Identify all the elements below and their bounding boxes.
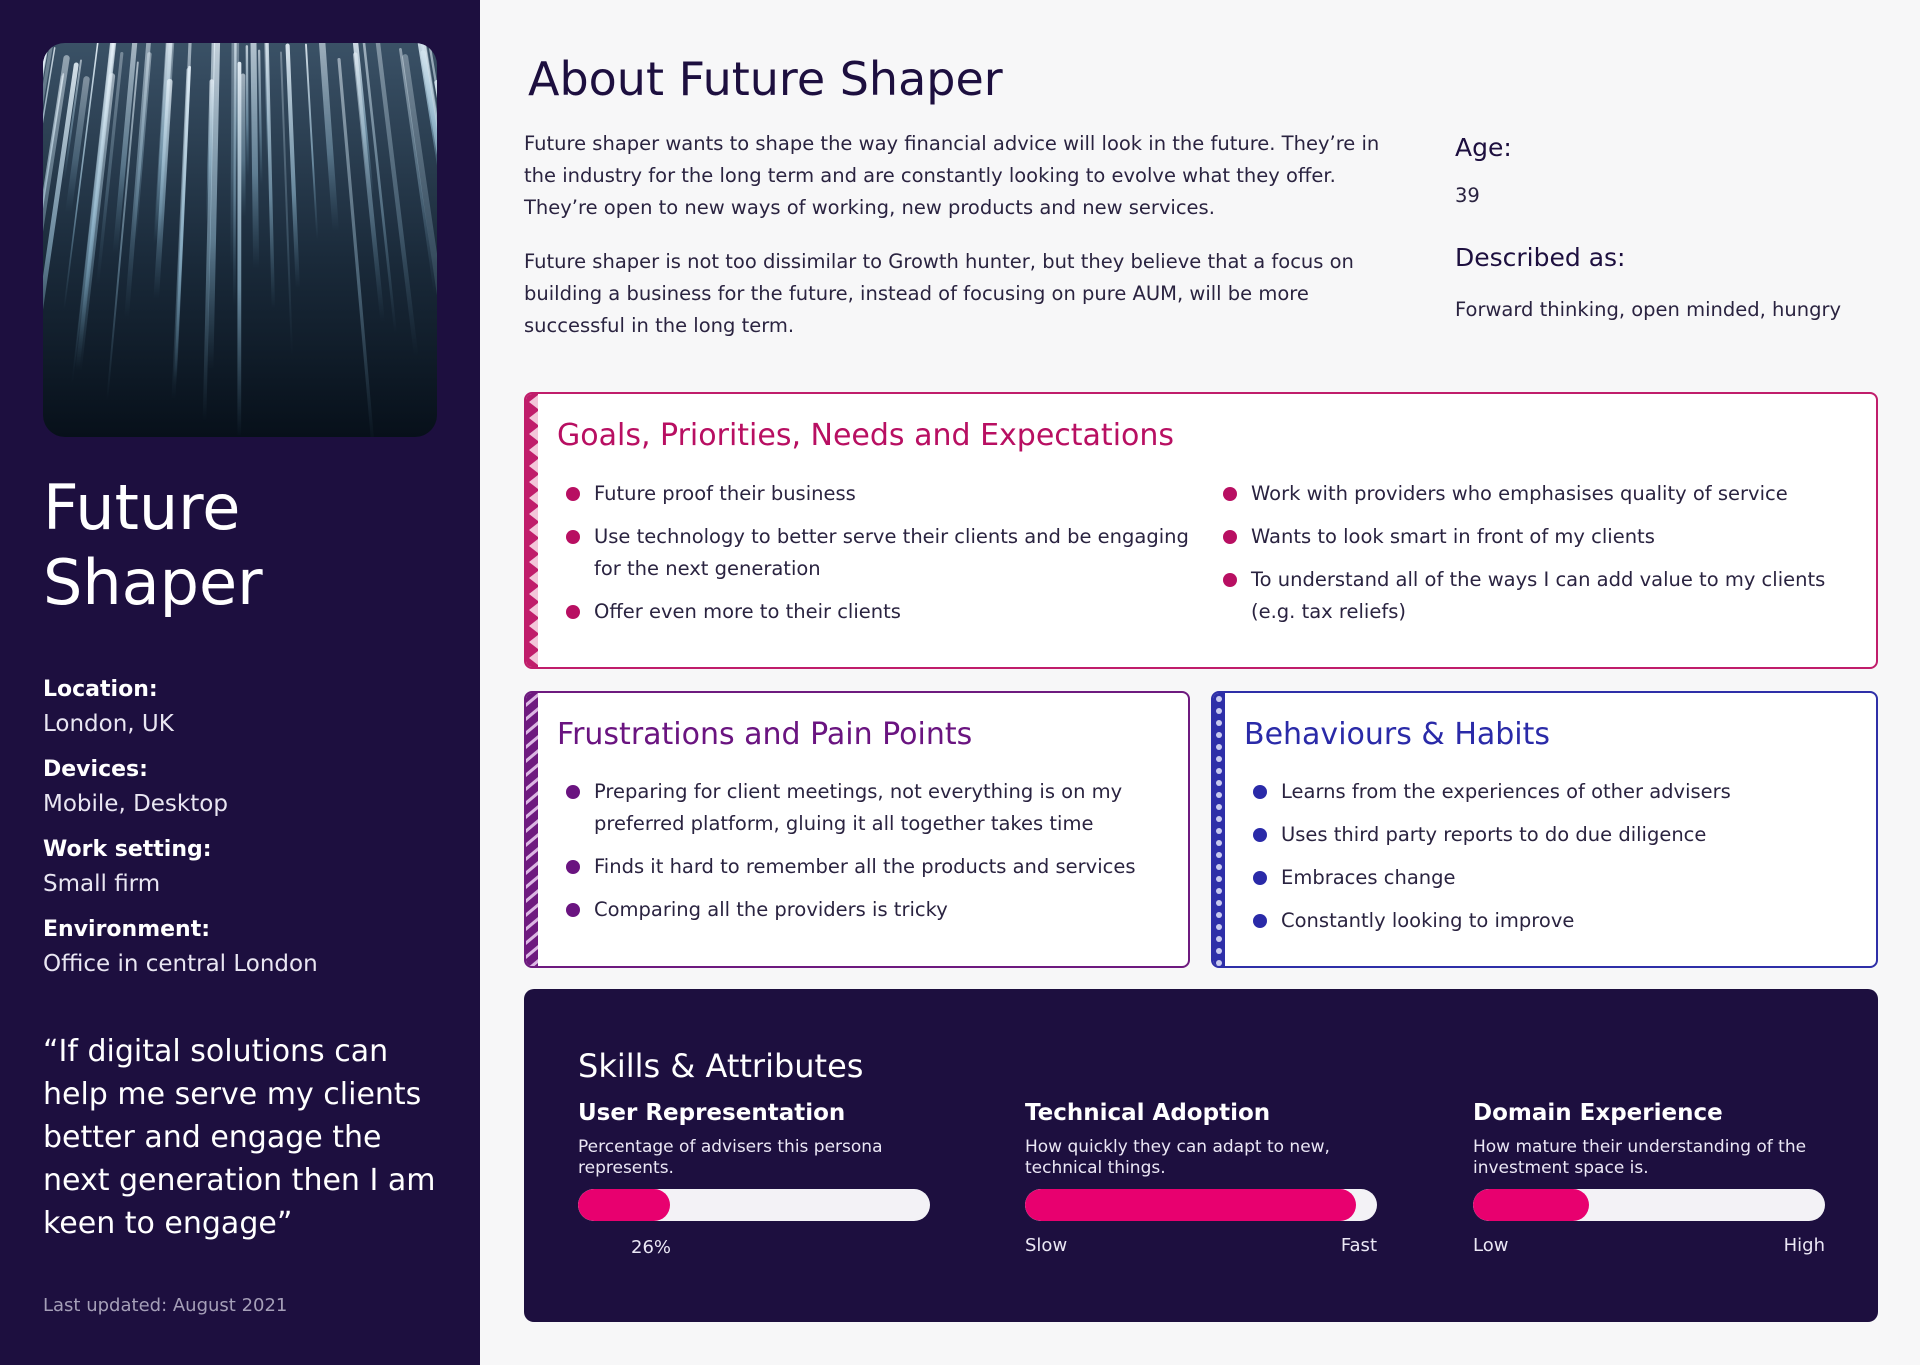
- fact-value: Small firm: [43, 871, 161, 897]
- skill-description: How quickly they can adapt to new, technical things.: [1025, 1137, 1330, 1178]
- frustrations-list: [566, 776, 1176, 937]
- skill-progress-fill: [1473, 1189, 1589, 1221]
- skill-technical-adoption: [1025, 1097, 1377, 1265]
- list-item: Work with providers who emphasises quality of service: [1223, 478, 1863, 510]
- goals-list-right: [1223, 478, 1863, 639]
- skill-progress-fill: [1025, 1189, 1356, 1221]
- age-label: Age:: [1455, 133, 1512, 162]
- bullet-icon: [566, 903, 580, 917]
- frustrations-card: [524, 691, 1190, 968]
- bullet-icon: [1223, 573, 1237, 587]
- scale-low-label: Low: [1473, 1235, 1509, 1256]
- light-streak: [233, 43, 234, 272]
- list-item: Use technology to better serve their clients and be engaging for the next generation: [566, 521, 1206, 585]
- fact-label: Devices:: [43, 757, 148, 782]
- list-item: Embraces change: [1253, 862, 1863, 894]
- list-item: Future proof their business: [566, 478, 1206, 510]
- bullet-icon: [1223, 487, 1237, 501]
- goals-card: [524, 392, 1878, 669]
- list-item: Wants to look smart in front of my clients: [1223, 521, 1863, 553]
- persona-hero-image: [43, 43, 437, 437]
- persona-sidebar: [0, 0, 480, 1365]
- skill-progress-bar: [578, 1189, 930, 1221]
- scale-low-label: Slow: [1025, 1235, 1068, 1256]
- zigzag-stripe-decoration: [526, 394, 538, 669]
- light-streaks-image: [43, 43, 437, 437]
- skill-user-representation: [578, 1097, 930, 1265]
- behaviours-title: Behaviours & Habits: [1244, 717, 1551, 752]
- list-item: To understand all of the ways I can add value to my clients (e.g. tax reliefs): [1223, 564, 1863, 628]
- list-item: Comparing all the providers is tricky: [566, 894, 1176, 926]
- bullet-icon: [566, 530, 580, 544]
- bullet-icon: [566, 487, 580, 501]
- skill-progress-fill: [578, 1189, 670, 1221]
- fact-value: London, UK: [43, 711, 174, 737]
- fact-work-setting: [43, 833, 443, 901]
- about-description: [524, 128, 1384, 364]
- persona-quote: “If digital solutions can help me serve my clients better and engage the next generation then I am keen to engage”: [43, 1034, 436, 1241]
- behaviours-list: [1253, 776, 1863, 948]
- about-paragraph: Future shaper wants to shape the way financial advice will look in the future. They’re in the industry for the long term and are constantly looking to evolve what they offer. They’re open to new ways of working, new products and new services.: [524, 132, 1380, 219]
- list-item: Preparing for client meetings, not everything is on my preferred platform, gluing it all together takes time: [566, 776, 1176, 840]
- light-streak: [253, 43, 256, 268]
- skill-domain-experience: [1473, 1097, 1825, 1265]
- described-value: Forward thinking, open minded, hungry: [1455, 298, 1842, 321]
- list-item: Offer even more to their clients: [566, 596, 1206, 628]
- skill-percent-label: 26%: [631, 1237, 672, 1258]
- list-item: Finds it hard to remember all the products and services: [566, 851, 1176, 883]
- fact-devices: [43, 753, 443, 821]
- diagonal-stripe-decoration: [526, 693, 538, 968]
- skill-description: Percentage of advisers this persona represents.: [578, 1137, 883, 1178]
- page-title: About Future Shaper: [528, 52, 1003, 106]
- dotted-stripe-decoration: [1213, 693, 1225, 968]
- scale-high-label: High: [1783, 1235, 1825, 1256]
- list-item: Constantly looking to improve: [1253, 905, 1863, 937]
- skill-scale: [1473, 1235, 1825, 1265]
- fact-label: Work setting:: [43, 837, 212, 862]
- fact-label: Environment:: [43, 917, 211, 942]
- scale-high-label: Fast: [1340, 1235, 1377, 1256]
- goals-title: Goals, Priorities, Needs and Expectations: [557, 418, 1175, 453]
- bullet-icon: [566, 605, 580, 619]
- bullet-icon: [1253, 785, 1267, 799]
- about-paragraph: Future shaper is not too dissimilar to Growth hunter, but they believe that a focus on building a business for the future, instead of focusing on pure AUM, will be more successful in the long term.: [524, 250, 1354, 337]
- frustrations-title: Frustrations and Pain Points: [557, 717, 973, 752]
- skill-scale: [578, 1235, 930, 1265]
- skill-name: Technical Adoption: [1025, 1100, 1271, 1126]
- behaviours-card: [1211, 691, 1878, 968]
- persona-name: Future Shaper: [43, 471, 263, 619]
- last-updated: Last updated: August 2021: [43, 1295, 288, 1316]
- list-item: Learns from the experiences of other advisers: [1253, 776, 1863, 808]
- skill-progress-bar: [1025, 1189, 1377, 1221]
- skills-panel: [524, 989, 1878, 1322]
- described-label: Described as:: [1455, 243, 1626, 272]
- bullet-icon: [1253, 828, 1267, 842]
- fact-environment: [43, 913, 443, 981]
- skill-description: How mature their understanding of the investment space is.: [1473, 1137, 1807, 1178]
- light-streak: [247, 46, 248, 176]
- bullet-icon: [1253, 871, 1267, 885]
- list-item: Uses third party reports to do due diligence: [1253, 819, 1863, 851]
- persona-facts: [43, 673, 443, 993]
- fact-label: Location:: [43, 677, 158, 702]
- skill-progress-bar: [1473, 1189, 1825, 1221]
- bullet-icon: [566, 860, 580, 874]
- age-value: 39: [1455, 184, 1480, 207]
- bullet-icon: [1253, 914, 1267, 928]
- skill-scale: [1025, 1235, 1377, 1265]
- bullet-icon: [1223, 530, 1237, 544]
- skills-title: Skills & Attributes: [578, 1047, 864, 1085]
- goals-list-left: [566, 478, 1206, 639]
- persona-meta: [1455, 128, 1875, 325]
- fact-location: [43, 673, 443, 741]
- fact-value: Office in central London: [43, 951, 318, 977]
- fact-value: Mobile, Desktop: [43, 791, 228, 817]
- skill-name: Domain Experience: [1473, 1100, 1723, 1126]
- bullet-icon: [566, 785, 580, 799]
- skill-name: User Representation: [578, 1100, 846, 1126]
